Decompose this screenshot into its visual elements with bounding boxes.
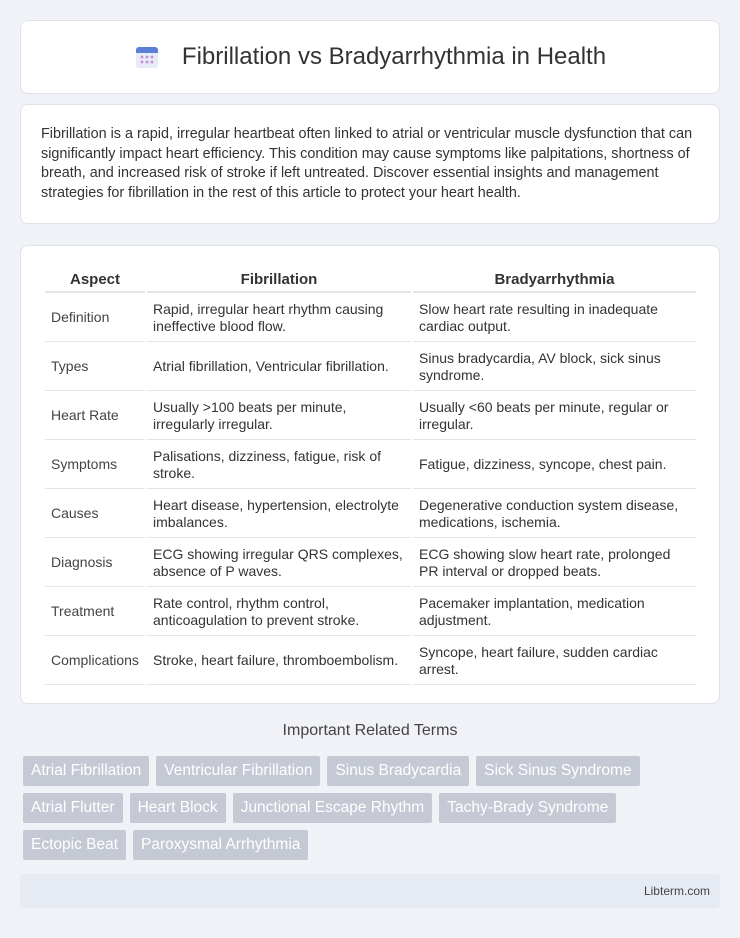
bradyarrhythmia-cell: Syncope, heart failure, sudden cardiac arrest.	[413, 638, 696, 685]
aspect-cell: Types	[45, 344, 145, 391]
related-terms-title: Important Related Terms	[282, 722, 458, 739]
footer-site-link[interactable]: Libterm.com	[643, 884, 710, 898]
related-terms-list	[23, 756, 723, 860]
column-header-bradyarrhythmia: Bradyarrhythmia	[413, 268, 696, 293]
tag-atrial-fibrillation[interactable]: Atrial Fibrillation	[23, 756, 149, 786]
table-header-row	[45, 268, 696, 293]
aspect-cell: Treatment	[45, 589, 145, 636]
fibrillation-cell: Stroke, heart failure, thromboembolism.	[147, 638, 411, 685]
tag-sinus-bradycardia[interactable]: Sinus Bradycardia	[327, 756, 469, 786]
tag-junctional-escape-rhythm[interactable]: Junctional Escape Rhythm	[233, 793, 433, 823]
aspect-cell: Diagnosis	[45, 540, 145, 587]
table-row	[45, 442, 696, 489]
bradyarrhythmia-cell: ECG showing slow heart rate, prolonged PR interval or dropped beats.	[413, 540, 696, 587]
bradyarrhythmia-cell: Degenerative conduction system disease, medications, ischemia.	[413, 491, 696, 538]
tag-ventricular-fibrillation[interactable]: Ventricular Fibrillation	[156, 756, 320, 786]
tag-atrial-flutter[interactable]: Atrial Flutter	[23, 793, 123, 823]
table-row	[45, 393, 696, 440]
table-row	[45, 344, 696, 391]
tag-sick-sinus-syndrome[interactable]: Sick Sinus Syndrome	[476, 756, 639, 786]
table-row	[45, 589, 696, 636]
fibrillation-cell: Rapid, irregular heart rhythm causing ineffective blood flow.	[147, 295, 411, 342]
column-header-aspect: Aspect	[45, 268, 145, 293]
aspect-cell: Definition	[45, 295, 145, 342]
intro-paragraph: Fibrillation is a rapid, irregular heartbeat often linked to atrial or ventricular muscle dysfunction that can significantly impact heart efficiency. This condition may cause symptoms like palpitations, shortness of breath, and increased risk of stroke if left untreated. Discover essential insights and management strategies for fibrillation in the rest of this article to protect your heart health.	[20, 104, 720, 224]
aspect-cell: Complications	[45, 638, 145, 685]
comparison-table	[43, 266, 698, 687]
fibrillation-cell: Heart disease, hypertension, electrolyte imbalances.	[147, 491, 411, 538]
bradyarrhythmia-cell: Usually <60 beats per minute, regular or irregular.	[413, 393, 696, 440]
aspect-cell: Symptoms	[45, 442, 145, 489]
aspect-cell: Causes	[45, 491, 145, 538]
comparison-table-card	[20, 245, 720, 704]
table-row	[45, 491, 696, 538]
bradyarrhythmia-cell: Pacemaker implantation, medication adjustment.	[413, 589, 696, 636]
tag-paroxysmal-arrhythmia[interactable]: Paroxysmal Arrhythmia	[133, 830, 308, 860]
page-title: Fibrillation vs Bradyarrhythmia in Health	[181, 43, 607, 70]
fibrillation-cell: Palisations, dizziness, fatigue, risk of stroke.	[147, 442, 411, 489]
table-row	[45, 540, 696, 587]
tag-tachy-brady-syndrome[interactable]: Tachy-Brady Syndrome	[439, 793, 616, 823]
fibrillation-cell: Atrial fibrillation, Ventricular fibrillation.	[147, 344, 411, 391]
fibrillation-cell: Rate control, rhythm control, anticoagulation to prevent stroke.	[147, 589, 411, 636]
bradyarrhythmia-cell: Fatigue, dizziness, syncope, chest pain.	[413, 442, 696, 489]
bradyarrhythmia-cell: Slow heart rate resulting in inadequate cardiac output.	[413, 295, 696, 342]
bradyarrhythmia-cell: Sinus bradycardia, AV block, sick sinus syndrome.	[413, 344, 696, 391]
aspect-cell: Heart Rate	[45, 393, 145, 440]
tag-heart-block[interactable]: Heart Block	[130, 793, 226, 823]
tag-ectopic-beat[interactable]: Ectopic Beat	[23, 830, 126, 860]
fibrillation-cell: ECG showing irregular QRS complexes, absence of P waves.	[147, 540, 411, 587]
table-row	[45, 638, 696, 685]
page-header	[20, 20, 720, 94]
fibrillation-cell: Usually >100 beats per minute, irregularly irregular.	[147, 393, 411, 440]
table-row	[45, 295, 696, 342]
column-header-fibrillation: Fibrillation	[147, 268, 411, 293]
footer	[20, 874, 720, 908]
calendar-icon	[134, 44, 160, 70]
